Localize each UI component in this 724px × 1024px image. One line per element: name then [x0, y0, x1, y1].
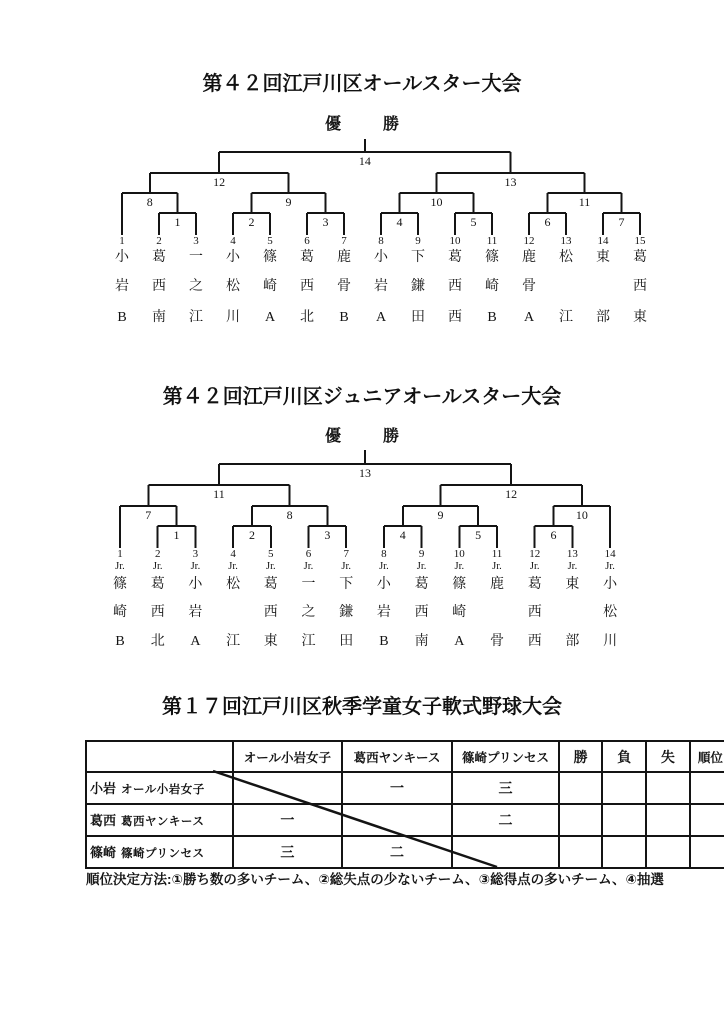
league-team-label: 篠崎プリンセス: [121, 848, 205, 860]
team-name-char: 骨: [490, 634, 504, 649]
league-wins-cell: [559, 836, 603, 868]
team-prefix: Jr.: [492, 561, 502, 572]
match-number-label: 2: [248, 528, 255, 542]
match-number-label: 9: [285, 195, 292, 209]
league-team-label: 葛西ヤンキース: [121, 816, 205, 828]
team-position-number: 7: [343, 548, 349, 560]
match-number-label: 2: [248, 215, 255, 229]
team-name-char: 之: [189, 279, 203, 294]
league-rank-cell: [690, 836, 724, 868]
team-name-char: B: [115, 634, 125, 649]
team-name-char: 西: [448, 310, 462, 325]
team-name-char: 葛: [633, 250, 647, 265]
team-name-char: 江: [189, 310, 203, 325]
team-name-char: 東: [263, 634, 278, 649]
team-position-number: 6: [305, 548, 312, 560]
league-losses-cell: [602, 836, 646, 868]
league-runs-header: 失: [646, 741, 690, 772]
team-position-number: 5: [268, 548, 274, 560]
team-name-char: 西: [300, 279, 314, 294]
match-number-label: 4: [399, 528, 406, 542]
match-number-label: 10: [430, 195, 443, 209]
team-prefix: Jr.: [190, 561, 201, 572]
team-name-char: 葛: [152, 250, 166, 265]
match-number-label: 11: [213, 487, 225, 501]
team-name-char: A: [375, 310, 387, 325]
team-name-char: 鹿: [337, 250, 351, 265]
team-name-char: 下: [411, 250, 425, 265]
match-number-label: 1: [173, 528, 180, 542]
team-name-char: 鎌: [339, 605, 354, 620]
team-name-char: A: [190, 634, 201, 649]
team-name-char: 岩: [115, 279, 129, 294]
league-row-label: [86, 804, 233, 836]
team-name-char: 崎: [452, 605, 467, 620]
match-number-label: 13: [504, 175, 517, 189]
team-name-char: 篠: [263, 250, 277, 265]
team-name-char: B: [339, 310, 349, 325]
team-name-char: 南: [152, 310, 166, 325]
team-name-char: 西: [527, 634, 542, 649]
team-prefix: Jr.: [567, 561, 578, 572]
team-position-number: 8: [378, 235, 384, 247]
team-prefix: Jr.: [115, 561, 125, 572]
team-name-char: 崎: [485, 279, 499, 294]
league-column-header: 篠崎プリンセス: [452, 741, 559, 772]
team-name-char: 葛: [448, 250, 462, 265]
team-name-char: 下: [339, 577, 354, 592]
team-name-char: 小: [188, 577, 203, 592]
team-position-number: 8: [381, 548, 387, 560]
league-matchup-cell: [233, 772, 342, 804]
team-position-number: 3: [193, 235, 199, 247]
team-prefix: Jr.: [341, 561, 352, 572]
match-number-label: 12: [213, 175, 226, 189]
team-name-char: 西: [414, 605, 429, 620]
team-name-char: 江: [226, 634, 241, 649]
team-name-char: 鹿: [522, 250, 536, 265]
league-matchup-cell: [452, 836, 559, 868]
team-name-char: 西: [448, 279, 462, 294]
league-runs-cell: [646, 804, 690, 836]
league-rank-header: 順位: [690, 741, 724, 772]
team-name-char: 岩: [374, 279, 388, 294]
team-name-char: 篠: [485, 250, 499, 265]
league-losses-header: 負: [602, 741, 646, 772]
league-corner-cell: [86, 741, 233, 772]
team-name-char: 崎: [113, 605, 127, 620]
team-prefix: Jr.: [265, 561, 276, 572]
match-number-label: 5: [475, 528, 482, 542]
league-row-label: [86, 772, 233, 804]
team-name-char: 葛: [263, 577, 278, 592]
team-position-number: 15: [634, 235, 646, 247]
team-name-char: 江: [559, 310, 573, 325]
league-losses-cell: [602, 772, 646, 804]
team-prefix: Jr.: [228, 561, 238, 572]
match-number-label: 8: [146, 195, 153, 209]
team-position-number: 3: [192, 548, 199, 560]
team-position-number: 11: [486, 235, 498, 247]
team-name-char: 小: [603, 577, 618, 592]
team-prefix: Jr.: [454, 561, 465, 572]
team-position-number: 6: [304, 235, 310, 247]
team-name-char: 小: [374, 250, 388, 265]
team-position-number: 2: [156, 235, 162, 247]
league-title: 第１７回江戸川区秋季学童女子軟式野球大会: [162, 696, 562, 718]
team-name-char: 小: [376, 577, 391, 592]
team-name-char: 骨: [522, 279, 536, 294]
team-position-number: 10: [453, 548, 465, 560]
match-number-label: 6: [544, 215, 551, 229]
team-prefix: Jr.: [152, 561, 163, 572]
team-name-char: 小: [115, 250, 129, 265]
league-wins-cell: [559, 772, 603, 804]
match-number-label: 5: [470, 215, 477, 229]
team-name-char: 江: [301, 634, 316, 649]
team-name-char: 川: [226, 310, 240, 325]
team-position-number: 11: [491, 548, 503, 560]
team-name-char: 田: [411, 310, 425, 325]
match-number-label: 10: [575, 508, 588, 522]
match-number-label: 1: [174, 215, 181, 229]
league-team-label: オール小岩女子: [121, 784, 205, 796]
match-number-label: 6: [550, 528, 557, 542]
team-position-number: 14: [604, 548, 616, 560]
team-name-char: 葛: [414, 577, 429, 592]
league-column-header: オール小岩女子: [233, 741, 342, 772]
team-name-char: 鎌: [411, 279, 425, 294]
team-name-char: 葛: [150, 577, 165, 592]
team-position-number: 14: [597, 235, 609, 247]
team-position-number: 2: [154, 548, 161, 560]
team-name-char: A: [454, 634, 465, 649]
league-matchup-cell: [342, 804, 452, 836]
match-number-label: 14: [358, 154, 371, 168]
team-name-char: 骨: [337, 279, 351, 294]
league-matchup-cell: 二: [342, 836, 452, 868]
team-name-char: B: [379, 634, 389, 649]
team-position-number: 12: [529, 548, 541, 560]
league-matchup-cell: 三: [233, 836, 342, 868]
team-prefix: Jr.: [416, 561, 427, 572]
team-position-number: 7: [341, 235, 347, 247]
team-position-number: 5: [267, 235, 273, 247]
league-wins-header: 勝: [559, 741, 603, 772]
team-prefix: Jr.: [529, 561, 540, 572]
league-matchup-cell: 三: [452, 772, 559, 804]
team-name-char: 松: [603, 605, 618, 620]
league-runs-cell: [646, 772, 690, 804]
team-name-char: A: [264, 310, 276, 325]
team-name-char: 一: [301, 577, 316, 592]
team-prefix: Jr.: [379, 561, 389, 572]
team-position-number: 4: [230, 548, 236, 560]
league-rank-cell: [690, 772, 724, 804]
league-wins-cell: [559, 804, 603, 836]
league-matchup-cell: 一: [342, 772, 452, 804]
team-name-char: 小: [226, 250, 240, 265]
match-number-label: 9: [437, 508, 444, 522]
team-name-char: 北: [150, 634, 165, 649]
league-matchup-cell: 一: [233, 804, 342, 836]
team-position-number: 9: [415, 235, 421, 247]
match-number-label: 7: [145, 508, 152, 522]
match-number-label: 11: [578, 195, 591, 209]
ranking-rules-footnote: 順位決定方法:①勝ち数の多いチーム、②総失点の少ないチーム、③総得点の多いチーム、④抽選: [86, 872, 664, 887]
team-position-number: 10: [449, 235, 461, 247]
match-number-label: 7: [618, 215, 625, 229]
team-name-char: 東: [596, 250, 610, 265]
team-name-char: 西: [633, 279, 647, 294]
team-name-char: 鹿: [490, 577, 504, 592]
league-area-label: 小岩: [90, 781, 117, 796]
team-name-char: 西: [263, 605, 278, 620]
junior-tournament-title: 第４２回江戸川区ジュニアオールスター大会: [162, 386, 562, 408]
match-number-label: 3: [324, 528, 331, 542]
allstar-tournament-title: 第４２回江戸川区オールスター大会: [202, 73, 522, 95]
team-name-char: 西: [152, 279, 166, 294]
team-name-char: 西: [150, 605, 165, 620]
team-prefix: Jr.: [605, 561, 615, 572]
team-position-number: 13: [560, 235, 572, 247]
team-name-char: B: [487, 310, 497, 325]
team-position-number: 1: [119, 235, 125, 247]
team-name-char: 東: [633, 310, 647, 325]
team-name-char: 北: [300, 310, 314, 325]
team-name-char: 崎: [263, 279, 277, 294]
league-runs-cell: [646, 836, 690, 868]
team-name-char: 之: [301, 605, 316, 620]
match-number-label: 13: [359, 466, 372, 480]
league-row-label: [86, 836, 233, 868]
match-number-label: 4: [396, 215, 403, 229]
league-area-label: 葛西: [90, 813, 117, 828]
team-position-number: 1: [117, 548, 123, 560]
league-table: [85, 740, 724, 869]
team-position-number: 4: [230, 235, 236, 247]
champion-char: 勝: [383, 428, 400, 445]
champion-char: 優: [324, 428, 341, 445]
team-name-char: 部: [596, 310, 610, 325]
team-name-char: 岩: [376, 605, 391, 620]
team-name-char: 松: [559, 250, 573, 265]
team-name-char: 川: [603, 634, 618, 649]
league-row: [86, 836, 724, 868]
league-rank-cell: [690, 804, 724, 836]
league-row: [86, 772, 724, 804]
team-name-char: 篠: [452, 577, 467, 592]
champion-char: 勝: [383, 116, 400, 133]
team-name-char: 東: [565, 577, 580, 592]
team-name-char: 松: [226, 577, 241, 592]
team-name-char: 葛: [527, 577, 542, 592]
match-number-label: 3: [322, 215, 329, 229]
league-column-header: 葛西ヤンキース: [342, 741, 452, 772]
team-name-char: 西: [527, 605, 542, 620]
team-prefix: Jr.: [303, 561, 314, 572]
team-name-char: 田: [339, 634, 354, 649]
team-position-number: 13: [566, 548, 578, 560]
team-name-char: 一: [189, 250, 203, 265]
team-position-number: 9: [418, 548, 425, 560]
league-area-label: 篠崎: [90, 845, 117, 860]
league-header-row: [86, 741, 724, 772]
team-position-number: 12: [523, 235, 535, 247]
team-name-char: 松: [226, 279, 240, 294]
match-number-label: 8: [286, 508, 293, 522]
team-name-char: B: [117, 310, 127, 325]
team-name-char: 篠: [113, 577, 127, 592]
champion-char: 優: [324, 116, 341, 133]
match-number-label: 12: [505, 487, 518, 501]
team-name-char: 岩: [188, 605, 203, 620]
league-losses-cell: [602, 804, 646, 836]
team-name-char: 葛: [300, 250, 314, 265]
team-name-char: A: [523, 310, 535, 325]
team-name-char: 南: [414, 634, 429, 649]
team-name-char: 部: [565, 634, 580, 649]
league-row: [86, 804, 724, 836]
league-matchup-cell: 二: [452, 804, 559, 836]
